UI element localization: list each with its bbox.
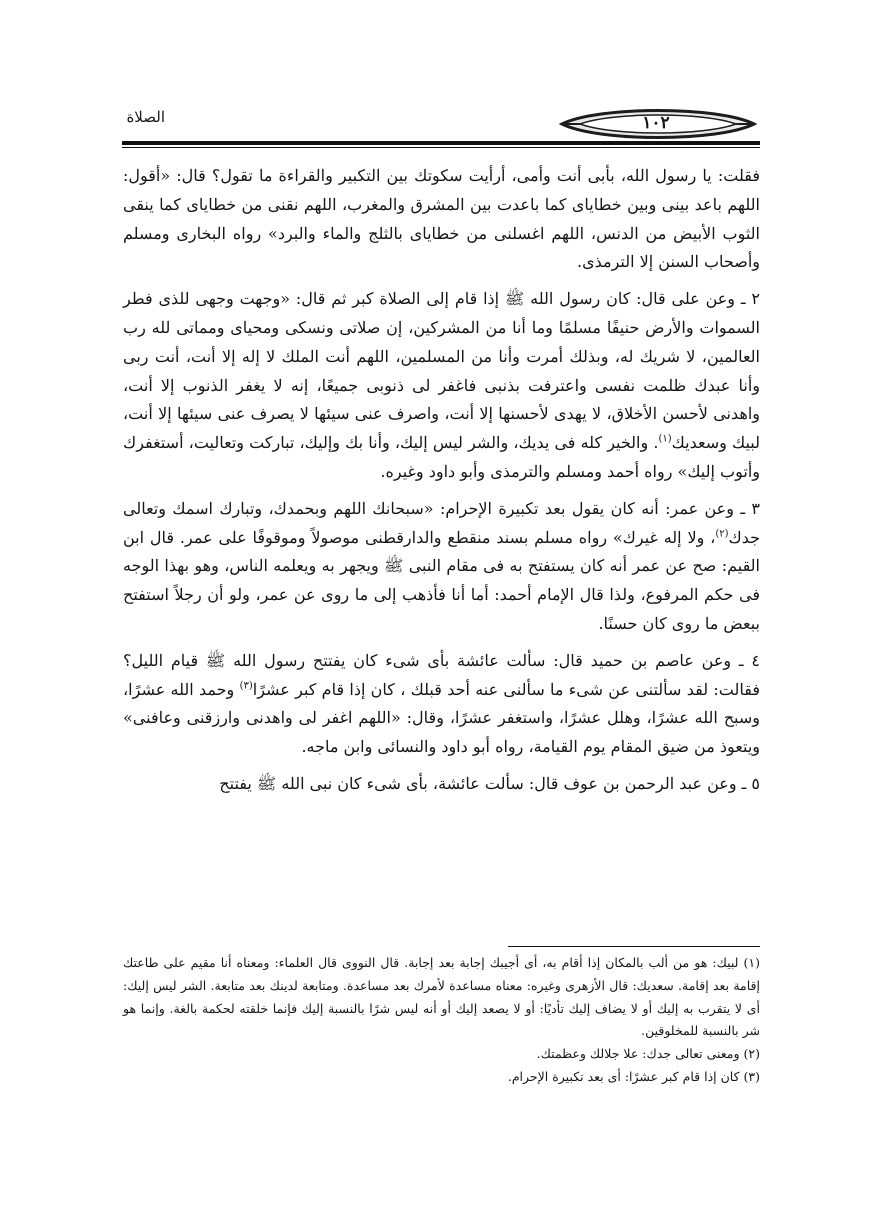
paragraph [123, 770, 760, 799]
paragraph [123, 162, 760, 277]
footnote: (٢) ومعنى تعالى جدك: علا جلالك وعظمتك. [536, 1046, 760, 1062]
footnote-marker: (١) [658, 433, 672, 445]
text-run: وحمد الله عشرًا، وسبح الله عشرًا، وهلل عشرًا، واستغفر عشرًا، وقال: «اللهم اغفر لى واهدنى وارزقنى وعافنى» ويتعوذ من ضيق المقام يوم القيامة، رواه أبو داود والنسائى وابن ماجه. [123, 679, 760, 757]
page-number: ١٠٢ [642, 113, 670, 133]
footnote-marker: (٢) [715, 528, 729, 540]
header-rule-thin [122, 147, 760, 148]
text-run: ، ولا إله غيرك» رواه مسلم بسند منقطع والدارقطنى موصولاً وموقوفًا على عمر. قال ابن القيم: صح عن عمر أنه كان يستفتح به فى مقام النبى ﷺ ويجهر به ويعلمه الناس، وهو بهذا الوجه فى حكم المرفوع، ولذا قال الإمام أحمد: أما أنا فأذهب إلى ما روى عن عمر، ولو أن رجلاً استفتح ببعض ما روى كان حسنًا. [123, 527, 760, 633]
text-run: فقلت: يا رسول الله، بأبى أنت وأمى، أرأيت سكوتك بين التكبير والقراءة ما تقول؟ قال: «أقول: اللهم باعد بينى وبين خطاياى كما باعدت بين المشرق والمغرب، اللهم نقنى من خطاياى كما ينقى الثوب الأبيض من الدنس، اللهم اغسلنى من خطاياى بالثلج والماء والبرد» رواه البخارى ومسلم وأصحاب السنن إلا الترمذى. [123, 166, 761, 272]
paragraph [123, 647, 760, 762]
section-title: الصلاة [126, 108, 165, 126]
footnotes [123, 952, 760, 1089]
text-run: . والخير كله فى يديك، والشر ليس إليك، وأنا بك وإليك، تباركت وتعاليت، أستغفرك وأتوب إليك» رواه أحمد ومسلم والترمذى وأبو داود وغيره. [123, 433, 760, 481]
footnote-marker: (٣) [239, 680, 253, 692]
text-run: ٥ ـ وعن عبد الرحمن بن عوف قال: سألت عائشة، بأى شىء كان نبى الله ﷺ يفتتح [219, 773, 760, 793]
footnote-separator [508, 946, 760, 947]
text-run: ٣ ـ وعن عمر: أنه كان يقول بعد تكبيرة الإحرام: «سبحانك اللهم وبحمدك، وتبارك اسمك وتعالى جدك [123, 498, 760, 547]
text-run: ٢ ـ وعن على قال: كان رسول الله ﷺ إذا قام إلى الصلاة كبر ثم قال: «وجهت وجهى للذى فطر السموات والأرض حنيفًا مسلمًا وما أنا من المشركين، إن صلاتى ونسكى ومحياى ومماتى لله رب العالمين، لا شريك له، وبذلك أمرت وأنا من المسلمين، اللهم أنت الملك لا إله إلا أنت، أنت ربى وأنا عبدك ظلمت نفسى واعترفت بذنبى فاغفر لى ذنوبى جميعًا، إنه لا يغفر الذنوب إلا أنت، واهدنى لأحسن الأخلاق، لا يهدى لأحسنها إلا أنت، واصرف عنى سيئها لا يصرف عنى سيئها إلا أنت، لبيك وسعديك [123, 289, 760, 453]
text-run: ٤ ـ وعن عاصم بن حميد قال: سألت عائشة بأى شىء كان يفتتح رسول الله ﷺ قيام الليل؟ فقالت: لقد سألتنى عن شىء ما سألنى عنه أحد قبلك ، كان إذا قام كبر عشرًا [123, 650, 760, 699]
footnote: (٣) كان إذا قام كبر عشرًا: أى بعد تكبيرة الإحرام. [507, 1068, 760, 1084]
header-rule [122, 141, 760, 145]
paragraph [123, 285, 760, 487]
main-text [123, 162, 760, 799]
footnote: (١) لبيك: هو من ألب بالمكان إذا أقام به، أى أجيبك إجابة بعد إجابة. قال النووى قال العلماء: ومعناه أنا مقيم على طاعتك إقامة بعد إقامة. سعديك: قال الأزهرى وغيره: معناه مساعدة لأمرك بعد مساعدة. ومتابعة لدينك بعد متابعة. الشر ليس إليك: أى لا يتقرب به إليك أو لا يضاف إليك تأديًا: أو لا يصعد إليك أو أنه ليس شرًا بالنسبة إليك فإنما خلقته لحكمة بالغة. وإنما هو شر بالنسبة للمخلوقين. [123, 955, 760, 1039]
paragraph [123, 495, 760, 639]
